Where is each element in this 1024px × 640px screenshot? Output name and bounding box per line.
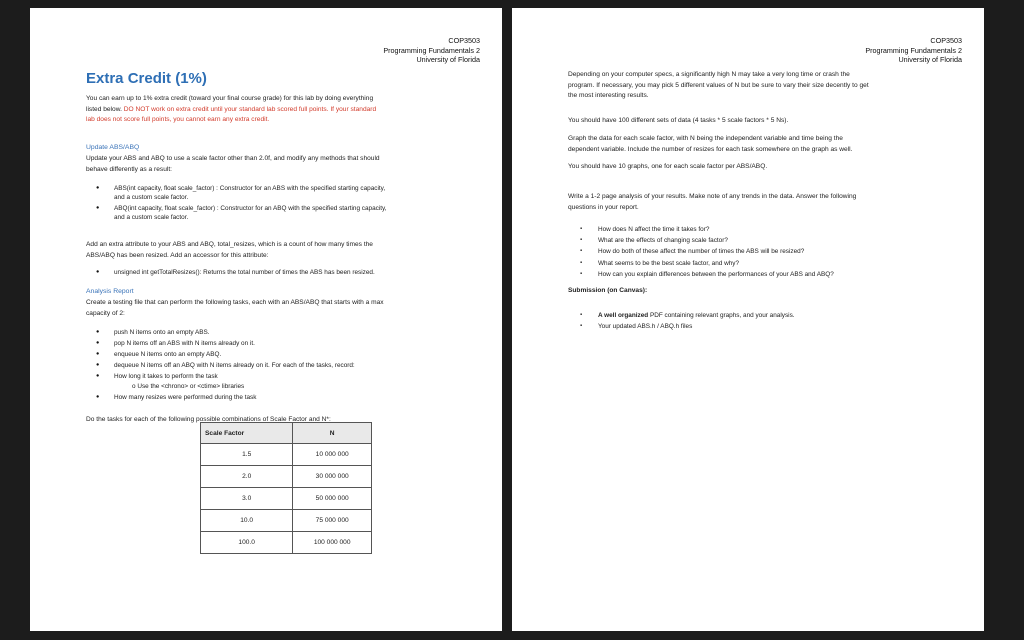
intro-line: You can earn up to 1% extra credit (toward your final course grade) for this lab by doing everything xyxy=(86,95,374,102)
list-item: ● dequeue N items off an ABQ with N items already on it. For each of the tasks, record: xyxy=(86,361,496,370)
scale-factor-table xyxy=(200,422,372,554)
text-line: Add an extra attribute to your ABS and ABQ, total_resizes, which is a count of how many times the xyxy=(86,241,373,248)
warning-text: DO NOT work on extra credit until your standard lab scored full points. If your standard xyxy=(123,105,377,113)
document-page-left xyxy=(30,8,502,631)
text-line: ABS(int capacity, float scale_factor) : Constructor for an ABS with the specified starting capacity, xyxy=(114,185,386,192)
performance-note xyxy=(568,70,968,102)
column-header-scale-factor: Scale Factor xyxy=(201,423,293,444)
list-item: ▪ How can you explain differences between the performances of your ABS and ABQ? xyxy=(568,269,978,280)
table-row xyxy=(201,532,372,554)
column-header-n: N xyxy=(293,423,372,444)
analysis-instructions xyxy=(568,192,968,213)
course-code: COP3503 xyxy=(930,36,962,45)
list-item: ● enqueue N items onto an empty ABQ. xyxy=(86,350,496,359)
text-line: Update your ABS and ABQ to use a scale factor other than 2.0f, and modify any methods that should xyxy=(86,155,380,162)
emphasis-text: A well organized xyxy=(598,312,649,319)
combination-text: Do the tasks for each of the following possible combinations of Scale Factor and N*: xyxy=(86,416,331,423)
university-name: University of Florida xyxy=(416,55,480,65)
intro-paragraph xyxy=(86,94,486,126)
text-line: questions in your report. xyxy=(568,203,639,211)
table-cell: 10 000 000 xyxy=(293,444,372,466)
data-sets-note: You should have 100 different sets of data (4 tasks * 5 scale factors * 5 Ns). xyxy=(568,117,789,124)
table-row xyxy=(201,488,372,510)
attribute-bullet-list xyxy=(86,268,496,279)
page-title: Extra Credit (1%) xyxy=(86,70,207,87)
sub-list-item: o Use the <chrono> or <ctime> libraries xyxy=(132,383,245,390)
text-line: behave differently as a result: xyxy=(86,165,173,173)
analysis-paragraph xyxy=(86,298,486,319)
table-cell: 2.0 xyxy=(201,466,293,488)
table-cell: 100.0 xyxy=(201,532,293,554)
text-line: ABS/ABQ has been resized. Add an accessor for this attribute: xyxy=(86,251,269,259)
table-row xyxy=(201,466,372,488)
list-item: ▪ What are the effects of changing scale factor? xyxy=(568,235,978,246)
page-header xyxy=(383,36,480,65)
list-item: ● How many resizes were performed during the task xyxy=(86,393,496,402)
update-paragraph xyxy=(86,154,486,175)
text-line: and a custom scale factor. xyxy=(114,214,189,221)
update-bullet-list xyxy=(86,184,496,224)
table-cell: 3.0 xyxy=(201,488,293,510)
list-item: ● unsigned int getTotalResizes(): Returns the total number of times the ABS has been resized. xyxy=(86,268,496,277)
intro-line: listed below. xyxy=(86,105,122,113)
submission-heading: Submission (on Canvas): xyxy=(568,287,648,294)
list-item: ● push N items onto an empty ABS. xyxy=(86,328,496,337)
table-cell: 30 000 000 xyxy=(293,466,372,488)
text-line: and a custom scale factor. xyxy=(114,194,189,201)
graph-instructions xyxy=(568,134,968,155)
questions-list xyxy=(568,224,978,280)
warning-text-line2: lab does not score full points, you cannot earn any extra credit. xyxy=(86,116,270,123)
text-line: dependent variable. Include the number of resizes for each task somewhere on the graph as well. xyxy=(568,145,853,153)
list-item xyxy=(86,184,496,202)
course-name: Programming Fundamentals 2 xyxy=(383,45,480,55)
course-code: COP3503 xyxy=(448,36,480,45)
table-cell: 1.5 xyxy=(201,444,293,466)
text-line: the most interesting results. xyxy=(568,92,649,99)
table-row xyxy=(201,510,372,532)
intro-line-2 xyxy=(86,105,486,116)
list-item: ● pop N items off an ABS with N items already on it. xyxy=(86,339,496,348)
list-item: ▪ How does N affect the time it takes for? xyxy=(568,224,978,235)
text-line: ABQ(int capacity, float scale_factor) : Constructor for an ABQ with the specified starting capacity, xyxy=(114,205,387,212)
university-name: University of Florida xyxy=(898,55,962,65)
section-heading-analysis: Analysis Report xyxy=(86,288,134,295)
task-bullet-list-end xyxy=(86,393,496,404)
task-bullet-list xyxy=(86,328,496,383)
text-line: Write a 1-2 page analysis of your results. Make note of any trends in the data. Answer the following xyxy=(568,193,857,200)
table-cell: 10.0 xyxy=(201,510,293,532)
table-header-row xyxy=(201,423,372,444)
table-row xyxy=(201,444,372,466)
text-line: Depending on your computer specs, a significantly high N may take a very long time or crash the xyxy=(568,71,850,78)
text-line: Create a testing file that can perform the following tasks, each with an ABS/ABQ that starts with a max xyxy=(86,299,384,306)
text-line: program. If necessary, you may pick 5 different values of N but be sure to vary their size decently to get xyxy=(568,81,869,89)
text-line: capacity of 2: xyxy=(86,309,125,317)
table-cell: 50 000 000 xyxy=(293,488,372,510)
section-heading-update: Update ABS/ABQ xyxy=(86,144,140,151)
table-cell: 100 000 000 xyxy=(293,532,372,554)
list-item xyxy=(86,204,496,222)
submission-list xyxy=(568,310,978,332)
page-header xyxy=(865,36,962,65)
attribute-paragraph xyxy=(86,240,486,261)
text-line: Graph the data for each scale factor, with N being the independent variable and time being the xyxy=(568,135,843,142)
course-name: Programming Fundamentals 2 xyxy=(865,45,962,55)
table-cell: 75 000 000 xyxy=(293,510,372,532)
list-item: ● How long it takes to perform the task xyxy=(86,372,496,381)
list-item xyxy=(568,310,978,321)
document-page-right xyxy=(512,8,984,631)
graph-count-note: You should have 10 graphs, one for each scale factor per ABS/ABQ. xyxy=(568,163,768,170)
list-item: ▪ Your updated ABS.h / ABQ.h files xyxy=(568,321,978,332)
list-item: ▪ What seems to be the best scale factor, and why? xyxy=(568,258,978,269)
text-line: PDF containing relevant graphs, and your analysis. xyxy=(648,312,795,319)
list-item: ▪ How do both of these affect the number of times the ABS will be resized? xyxy=(568,246,978,257)
